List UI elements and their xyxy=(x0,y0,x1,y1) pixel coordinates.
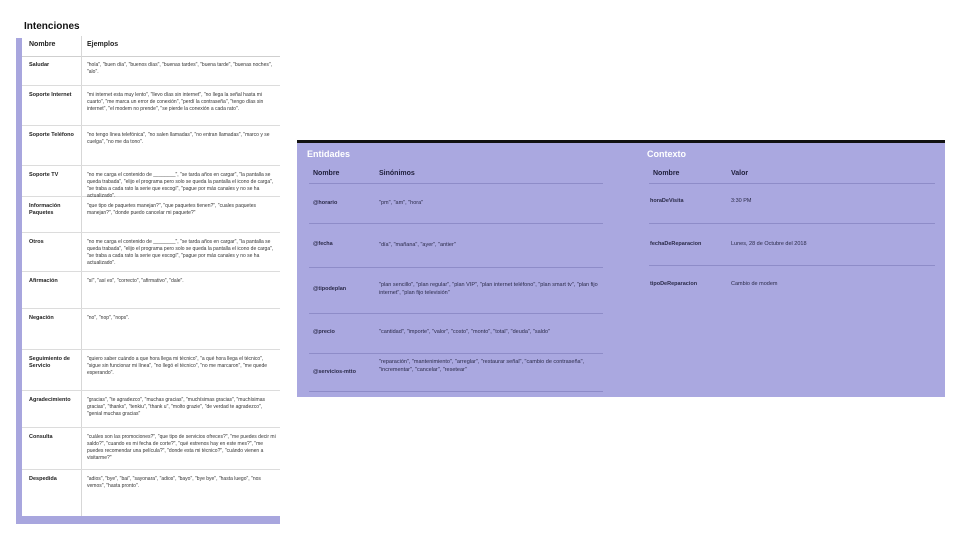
intent-name: Afirmación xyxy=(29,278,58,284)
context-title: Contexto xyxy=(647,149,686,159)
divider xyxy=(309,267,603,268)
intent-examples: "que tipo de paquetes manejan?", "que paquetes tienen?", "cuales paquetes manejan?", "donde puedo cancelar mi paquete?" xyxy=(87,203,257,216)
divider xyxy=(309,183,603,184)
divider xyxy=(309,391,603,392)
intent-name: Saludar xyxy=(29,62,50,68)
context-value: 3:30 PM xyxy=(731,198,752,204)
intent-name: Negación xyxy=(29,315,54,321)
context-value: Lunes, 28 de Octubre del 2018 xyxy=(731,241,807,247)
entity-synonyms: "día", "mañana", "ayer", "antier" xyxy=(379,242,456,248)
intent-examples: "no tengo línea telefónica", "no salen llamadas", "no entran llamadas", "marco y se cuelga", "no me da tono". xyxy=(87,132,270,145)
intent-examples: "no me carga el contenido de ________", "se tarda años en cargar", "la pantalla se queda trabada", "elijo el programa pero solo se queda la pantalla el icono de carga", "se traba a cada rato la serie que escogí", "pague por más canales y no se ha actualizado". xyxy=(87,172,274,199)
context-col-value: Valor xyxy=(731,170,749,177)
intent-name: Otros xyxy=(29,239,44,245)
context-name: tipoDeReparacion xyxy=(650,281,698,287)
divider xyxy=(649,265,935,266)
intent-examples: "mi internet esta muy lento", "llevo días sin internet", "no llega la señal hasta mi cuarto", "me marca un error de conexión", "perdí la contraseña", "tengo días sin internet", "el modem no prende", "se pierde la conexión a cada rato". xyxy=(87,92,264,112)
intent-name: Soporte Internet xyxy=(29,92,72,98)
table-row xyxy=(22,391,280,428)
entity-name: @tipodeplan xyxy=(313,286,347,292)
entities-col-name: Nombre xyxy=(313,170,340,177)
entities-title: Entidades xyxy=(307,149,351,159)
table-row xyxy=(22,197,280,233)
divider xyxy=(649,223,935,224)
divider xyxy=(649,183,935,184)
intents-col-name: Nombre xyxy=(29,41,56,48)
intent-name: Seguimiento de Servicio xyxy=(29,356,70,369)
context-value: Cambio de modem xyxy=(731,281,778,287)
entity-synonyms: "reparación", "mantenimiento", "arreglar", "restaurar señal", "cambio de contraseña", "incrementar", "cancelar", "resetear" xyxy=(379,359,585,373)
intent-name: Despedida xyxy=(29,476,57,482)
intents-table xyxy=(22,36,280,516)
intent-name: Consulta xyxy=(29,434,53,440)
intent-examples: "no", "nop", "nops". xyxy=(87,315,130,321)
table-row xyxy=(22,470,280,515)
intent-examples: "cuáles son las promociones?", "que tipo de servicios ofreces?", "me puedes decir mi saldo?", "cuando es mi fecha de corte?", "qué estrenos hay en este mes?", "me puedes recomendar una película?", "donde esta mi técnico?", "cuándo vienen a visitarme?" xyxy=(87,434,276,461)
intent-examples: "adios", "bye", "bai", "sayonara", "adios", "bayo", "bye bye", "hasta luego", "nos vemos", "hasta pronto". xyxy=(87,476,261,489)
entity-name: @servicios-mtto xyxy=(313,369,356,375)
intents-title: Intenciones xyxy=(24,21,80,32)
table-row xyxy=(22,350,280,391)
table-row xyxy=(22,166,280,197)
entities-col-synonyms: Sinónimos xyxy=(379,170,415,177)
intent-examples: "hola", "buen día", "buenos días", "buenas tardes", "buena tarde", "buenas noches", "alo". xyxy=(87,62,273,75)
table-row xyxy=(22,56,280,86)
divider xyxy=(309,353,603,354)
table-row xyxy=(22,126,280,166)
entities-context-panel xyxy=(297,143,945,397)
intent-name: Soporte TV xyxy=(29,172,59,178)
table-row xyxy=(22,86,280,126)
entity-name: @fecha xyxy=(313,241,333,247)
intents-col-examples: Ejemplos xyxy=(87,41,119,48)
context-col-name: Nombre xyxy=(653,170,680,177)
intent-name: Soporte Teléfono xyxy=(29,132,74,138)
context-name: horaDeVisita xyxy=(650,198,684,204)
intent-name: Agradecimiento xyxy=(29,397,71,403)
entity-name: @precio xyxy=(313,329,335,335)
intent-examples: "quiero saber cuándo a que hora llega mi técnico", "a qué hora llega el técnico", "sigue sin funcionar mi línea", "no llegó el técnico", "no me marcaron", "me quede esperando". xyxy=(87,356,268,376)
table-row xyxy=(22,428,280,470)
intent-examples: "no me carga el contenido de ________", "se tarda años en cargar", "la pantalla se queda trabada", "elijo el programa pero solo se queda la pantalla el icono de carga", "se traba a cada rato la serie que escogí", "pague por más canales y no se ha actualizado". xyxy=(87,239,274,266)
table-row xyxy=(22,272,280,309)
entity-name: @horario xyxy=(313,200,338,206)
context-name: fechaDeReparacion xyxy=(650,241,702,247)
entity-synonyms: "pm", "am", "hora" xyxy=(379,200,424,206)
divider xyxy=(309,223,603,224)
intent-name: Información Paquetes xyxy=(29,203,61,216)
table-row xyxy=(22,309,280,350)
entity-synonyms: "cantidad", "importe", "valor", "costo", "monto", "total", "deuda", "saldo" xyxy=(379,329,550,335)
table-row xyxy=(22,233,280,272)
intents-table-header xyxy=(22,36,280,57)
divider xyxy=(309,313,603,314)
intent-examples: "gracias", "te agradezco", "muchas gracias", "muchísimas gracias", "muchísimas gracias", "thanks", "tenkiu", "thank u", "molto grazie", "de verdad te agradezco", "genial muchas gracias" xyxy=(87,397,265,417)
intent-examples: "sí", "así es", "correcto", "afirmativo", "dale". xyxy=(87,278,184,284)
entity-synonyms: "plan sencillo", "plan regular", "plan VIP", "plan internet teléfono", "plan smart tv", "plan fijo internet", "plan fijo televisión" xyxy=(379,282,598,296)
